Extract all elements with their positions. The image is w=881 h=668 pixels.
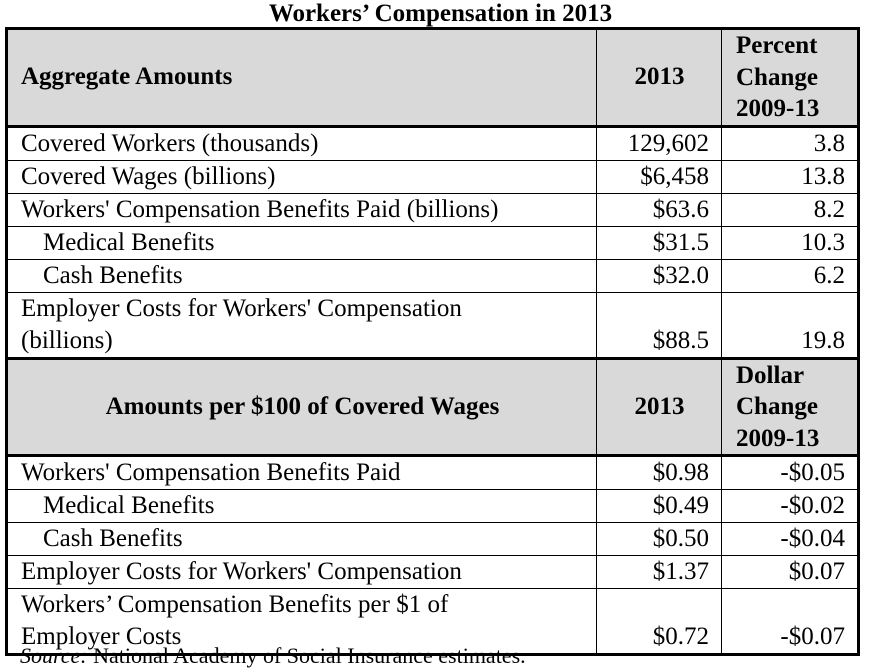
row-change: -$0.04 (722, 523, 859, 556)
row-label: Workers’ Compensation Benefits per $1 of Employer Costs (7, 589, 597, 655)
table-row (7, 126, 859, 160)
row-change: -$0.07 (722, 589, 859, 655)
table-row (7, 556, 859, 589)
row-label: Employer Costs for Workers' Compensation (7, 556, 597, 589)
row-value: $88.5 (597, 292, 722, 358)
row-change: $0.07 (722, 556, 859, 589)
row-change: 10.3 (722, 226, 859, 259)
table-title: Workers’ Compensation in 2013 (268, 0, 613, 27)
row-label: Cash Benefits (7, 523, 597, 556)
row-change: 19.8 (722, 292, 859, 358)
source-note (20, 644, 526, 668)
table-row (7, 193, 859, 226)
section-header-per-100 (7, 358, 859, 456)
table-row (7, 456, 859, 490)
header-year: 2013 (597, 29, 722, 127)
row-label: Employer Costs for Workers' Compensation (billions) (7, 292, 597, 358)
row-label: Workers' Compensation Benefits Paid (billions) (7, 193, 597, 226)
row-change: -$0.02 (722, 490, 859, 523)
row-value: $0.98 (597, 456, 722, 490)
row-value: $0.50 (597, 523, 722, 556)
row-value: $6,458 (597, 160, 722, 193)
row-label: Cash Benefits (7, 259, 597, 292)
row-change: 13.8 (722, 160, 859, 193)
workers-compensation-table (5, 27, 860, 656)
source-prefix: Source: (20, 643, 88, 668)
table-row (7, 259, 859, 292)
row-change: 3.8 (722, 126, 859, 160)
row-value: $63.6 (597, 193, 722, 226)
row-value: $31.5 (597, 226, 722, 259)
section-header-aggregate (7, 29, 859, 127)
row-value: $1.37 (597, 556, 722, 589)
row-value: $0.72 (597, 589, 722, 655)
header-change: Percent Change 2009-13 (722, 29, 859, 127)
source-text: National Academy of Social Insurance estimates. (87, 643, 526, 668)
table-row (7, 523, 859, 556)
row-label: Medical Benefits (7, 226, 597, 259)
table-row (7, 490, 859, 523)
row-value: 129,602 (597, 126, 722, 160)
row-label: Covered Wages (billions) (7, 160, 597, 193)
row-label: Workers' Compensation Benefits Paid (7, 456, 597, 490)
header-change: Dollar Change 2009-13 (722, 358, 859, 456)
table-row (7, 292, 859, 358)
row-change: 8.2 (722, 193, 859, 226)
header-label: Amounts per $100 of Covered Wages (7, 358, 597, 456)
row-label: Covered Workers (thousands) (7, 126, 597, 160)
table-row (7, 226, 859, 259)
row-change: 6.2 (722, 259, 859, 292)
row-change: -$0.05 (722, 456, 859, 490)
row-label: Medical Benefits (7, 490, 597, 523)
header-label: Aggregate Amounts (7, 29, 597, 127)
row-value: $0.49 (597, 490, 722, 523)
row-value: $32.0 (597, 259, 722, 292)
header-year: 2013 (597, 358, 722, 456)
table-row (7, 160, 859, 193)
